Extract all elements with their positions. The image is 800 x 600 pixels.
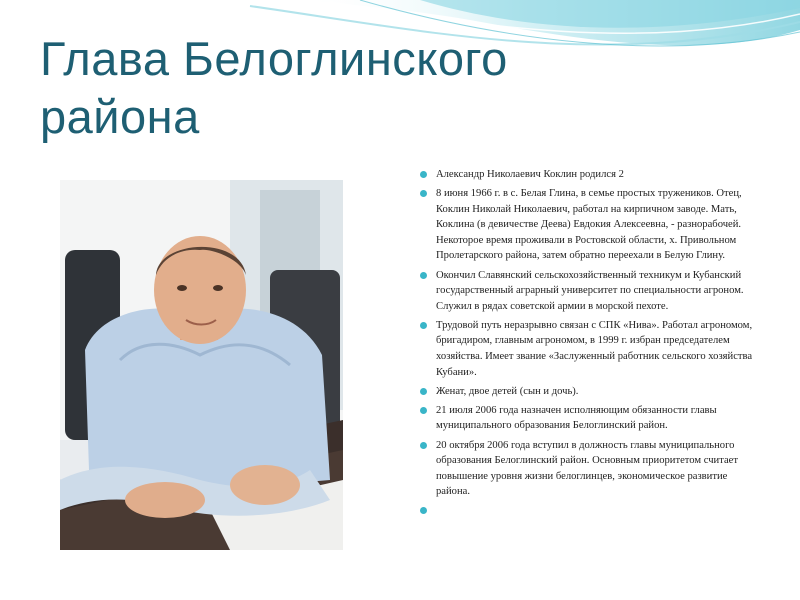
- list-item: 20 октября 2006 года вступил в должность главы муниципального образования Белоглинский район. Основным приоритетом считает повышение уровня жизни белоглинцев, экономическое развитие района.: [418, 438, 758, 500]
- list-item: Трудовой путь неразрывно связан с СПК «Нива». Работал агрономом, бригадиром, главным агрономом, в 1999 г. избран председателем хозяйства. Имеет звание «Заслуженный работник сельского хозяйства Кубани».: [418, 318, 758, 380]
- biography-list: [418, 167, 758, 503]
- title-line-1: Глава Белоглинского: [40, 32, 508, 85]
- portrait-photo: [60, 180, 343, 550]
- slide-title: [40, 30, 680, 146]
- list-item: 21 июля 2006 года назначен исполняющим обязанности главы муниципального образования Белоглинский район.: [418, 403, 758, 434]
- list-item: Окончил Славянский сельскохозяйственный техникум и Кубанский государственный аграрный университет по специальности агроном. Служил в рядах советской армии в морской пехоте.: [418, 268, 758, 315]
- list-item: Александр Николаевич Коклин родился 2: [418, 167, 758, 183]
- list-item: Женат, двое детей (сын и дочь).: [418, 384, 758, 400]
- list-item: 8 июня 1966 г. в с. Белая Глина, в семье простых тружеников. Отец, Коклин Николай Николаевич, работал на кирпичном заводе. Мать, Коклина (в девичестве Деева) Евдокия Алексеевна, - разнорабочей. Некоторое время проживали в Ростовской области, х. Привольном Пролетарского района, затем обратно переехали в Белую Глину.: [418, 186, 758, 264]
- title-line-2: района: [40, 90, 200, 143]
